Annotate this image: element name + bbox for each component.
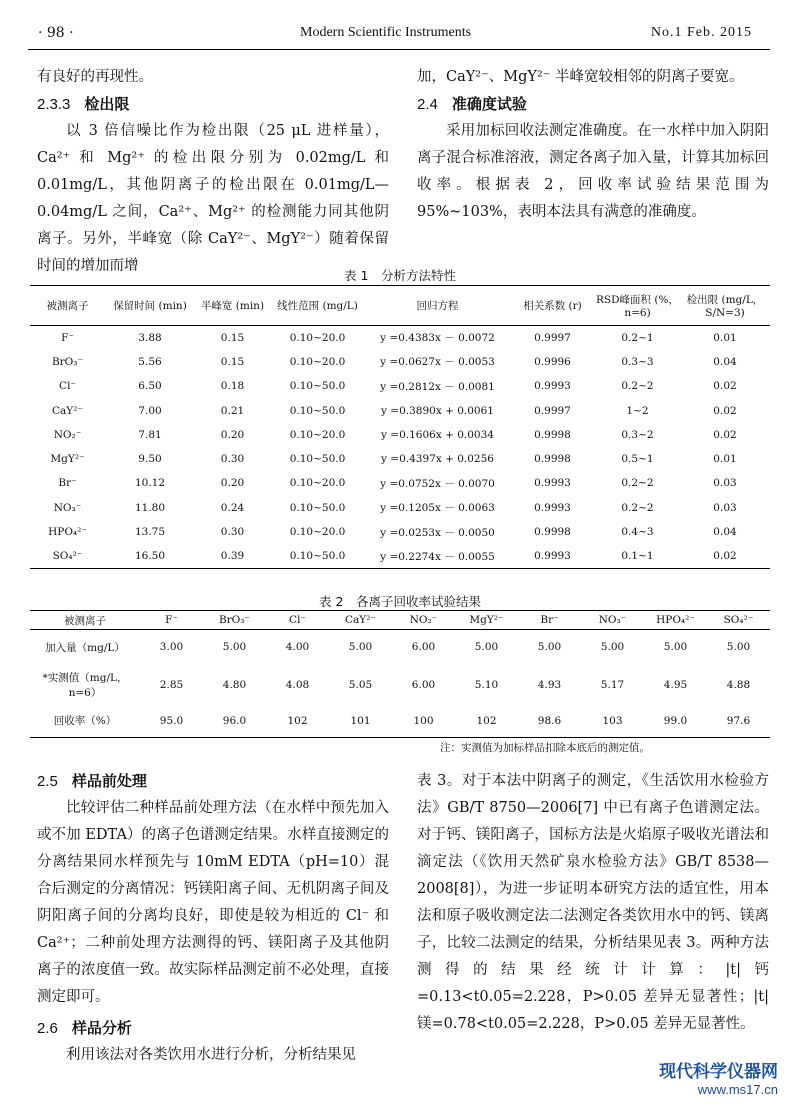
- table-cell: 98.6: [518, 705, 581, 738]
- table-cell: BrO₃⁻: [51, 355, 84, 368]
- table-row: [30, 705, 770, 738]
- table-cell: 100: [392, 705, 455, 738]
- column-header: 检出限 (mg/L，S/N=3): [680, 286, 770, 326]
- table-cell: y =0.1606x + 0.0034: [381, 428, 494, 441]
- table2-note: 注：实测值为加标样品扣除本底后的测定值。: [440, 742, 650, 754]
- table-cell: NO₃⁻: [53, 501, 82, 514]
- table-cell: 0.9997: [534, 404, 571, 417]
- table-cell: 0.01: [713, 331, 737, 344]
- column-header: NO₂⁻: [392, 611, 455, 630]
- table-cell: 4.80: [222, 678, 247, 691]
- table-row: [30, 544, 770, 568]
- table-cell: 0.2~2: [621, 477, 654, 490]
- column-header: 回归方程: [365, 286, 510, 326]
- table-cell: y =0.4383x － 0.0072: [380, 332, 495, 345]
- table-cell: 5.00: [600, 641, 625, 654]
- column-header: CaY²⁻: [329, 611, 392, 630]
- paragraph: 比较评估二种样品前处理方法（在水样中预先加入或不加 EDTA）的离子色谱测定结果。水样直接测定的分离结果同水样预先与 10mM EDTA（pH=10）混合后测定的分离情况：钙镁阳离子间、无机阴离子间及阴阳离子间的分离均良好，即使是较为相近的 Cl⁻ 和 Ca²⁺；二种前处理方法测得的钙、镁阳离子及其他阴离子的浓度值一致。故实际样品测定前不必处理，直接测定即可。: [37, 800, 389, 1005]
- table-cell: 4.00: [285, 641, 310, 654]
- table-cell: 5.00: [474, 641, 499, 654]
- table1-caption: 表 1 分析方法特性: [344, 268, 456, 283]
- column-header: 被测离子: [30, 286, 105, 326]
- table-cell: y =0.4397x + 0.0256: [381, 453, 494, 466]
- table-cell: SO₄²⁻: [30, 544, 105, 568]
- table-cell: 16.50: [105, 544, 195, 568]
- table-cell: 11.80: [134, 501, 166, 514]
- table-cell: 0.02: [680, 544, 770, 568]
- table-row: [30, 398, 770, 422]
- table-cell: 9.50: [138, 453, 162, 466]
- header-rule: [28, 49, 770, 50]
- table-cell: 0.10~50.0: [289, 501, 346, 514]
- table-cell: 0.04: [713, 355, 737, 368]
- section-heading-2-3-3: 2.3.3 检出限: [37, 95, 130, 113]
- table-row: [30, 326, 770, 350]
- table-cell: 4.08: [285, 678, 310, 691]
- table-cell: 10.12: [134, 477, 166, 490]
- table-cell: 加入量（mg/L）: [45, 641, 125, 654]
- table-row: [30, 447, 770, 471]
- table-cell: 97.6: [707, 705, 770, 738]
- table-cell: 0.10~20.0: [289, 331, 346, 344]
- table-cell: 0.02: [713, 380, 737, 393]
- section-heading-2-4: 2.4 准确度试验: [417, 95, 527, 113]
- column-header: 线性范围 (mg/L): [270, 286, 365, 326]
- table-cell: 5.00: [663, 641, 688, 654]
- column-header: HPO₄²⁻: [644, 611, 707, 630]
- section-heading-2-6: 2.6 样品分析: [37, 1019, 132, 1037]
- table-cell: 0.10~50.0: [289, 453, 346, 466]
- table-cell: 5.10: [474, 678, 499, 691]
- table-cell: 0.5~1: [621, 453, 654, 466]
- table-cell: NO₂⁻: [53, 428, 82, 441]
- table-cell: 0.10~20.0: [289, 428, 346, 441]
- table-cell: y =0.2812x － 0.0081: [380, 380, 495, 393]
- table-cell: 5.00: [348, 641, 373, 654]
- section-heading-2-5: 2.5 样品前处理: [37, 772, 147, 790]
- table-cell: 0.2~1: [621, 331, 654, 344]
- table-cell: 0.24: [220, 501, 245, 514]
- column-header: 被测离子: [30, 611, 140, 630]
- table-cell: 103: [581, 705, 644, 738]
- table-cell: 0.1~1: [595, 544, 680, 568]
- paragraph: 加，CaY²⁻、MgY²⁻ 半峰宽较相邻的阴离子要宽。: [417, 69, 744, 85]
- table-cell: 0.9993: [534, 477, 571, 490]
- watermark-url: www.ms17.cn: [697, 1082, 778, 1097]
- table-cell: 6.00: [411, 678, 436, 691]
- table-cell: 0.2~2: [621, 501, 654, 514]
- table-cell: 0.30: [220, 453, 245, 466]
- column-header: 相关系数 (r): [510, 286, 595, 326]
- table-cell: 0.9993: [534, 501, 571, 514]
- table-cell: y =0.0752x － 0.0070: [380, 477, 495, 490]
- table-cell: 0.03: [713, 501, 737, 514]
- table-cell: 6.50: [138, 380, 162, 393]
- table-cell: 102: [266, 705, 329, 738]
- table-cell: 0.10~50.0: [270, 544, 365, 568]
- table-cell: 7.00: [138, 404, 162, 417]
- table-cell: y =0.3890x + 0.0061: [381, 404, 494, 417]
- table-cell: CaY²⁻: [52, 404, 83, 417]
- table-cell: 0.10~20.0: [289, 477, 346, 490]
- table-cell: 0.01: [713, 453, 737, 466]
- table-cell: 0.20: [220, 428, 245, 441]
- table-cell: y =0.0627x － 0.0053: [380, 356, 495, 369]
- journal-name: Modern Scientific Instruments: [300, 25, 472, 40]
- table-cell: 0.9998: [534, 526, 571, 539]
- column-header: BrO₃⁻: [203, 611, 266, 630]
- table-cell: 4.93: [537, 678, 562, 691]
- table-cell: F⁻: [61, 331, 74, 344]
- table-cell: 5.00: [726, 641, 751, 654]
- table-cell: 0.18: [220, 380, 245, 393]
- issue-info: No.1 Feb. 2015: [650, 25, 752, 40]
- table-cell: 102: [455, 705, 518, 738]
- column-header: SO₄²⁻: [707, 611, 770, 630]
- table-row: [30, 374, 770, 398]
- table-cell: 0.3~3: [621, 355, 654, 368]
- table-cell: 0.2~2: [621, 380, 654, 393]
- table-cell: HPO₄²⁻: [48, 526, 87, 539]
- table-row: [30, 350, 770, 374]
- table-cell: 1~2: [626, 404, 649, 417]
- left-column-bottom: [37, 768, 389, 1069]
- table-cell: 0.04: [713, 526, 737, 539]
- paragraph: 表 3。对于本法中阴离子的测定，《生活饮用水检验方法》GB/T 8750—2006[7] 中已有离子色谱测定法。对于钙、镁阳离子，国标方法是火焰原子吸收光谱法和滴定法（《饮用天然矿泉水检验方法》GB/T 8538—2008[8]），为进一步证明本研究方法的适宜性，用本法和原子吸收测定法二法测定各类饮用水中的钙、镁离子，比较二法测定的结果，分析结果见表 3。两种方法测得的结果经统计计算：|t|钙=0.13<t0.05=2.228，P>0.05 差异无显著性；|t|镁=0.78<t0.05=2.228，P>0.05 差异无显著性。: [417, 773, 769, 1032]
- column-header: F⁻: [140, 611, 203, 630]
- table-cell: 0.02: [713, 404, 737, 417]
- table-cell: 2.85: [159, 678, 184, 691]
- table-cell: 0.3~2: [621, 428, 654, 441]
- table-cell: Cl⁻: [59, 380, 76, 393]
- table2-caption: 表 2 各离子回收率试验结果: [319, 594, 481, 609]
- column-header: RSD峰面积 (%，n=6): [595, 286, 680, 326]
- table-cell: 4.95: [663, 678, 688, 691]
- table-cell: 5.56: [138, 355, 162, 368]
- table-row: [30, 665, 770, 705]
- table-row: [30, 471, 770, 495]
- table-cell: 5.17: [600, 678, 625, 691]
- right-column-top: [417, 64, 769, 226]
- column-header: 保留时间 (min): [105, 286, 195, 326]
- table2: [30, 610, 770, 738]
- table-cell: y =0.2274x － 0.0055: [365, 544, 510, 568]
- table-row: [30, 423, 770, 447]
- table-row: [30, 496, 770, 520]
- table-cell: 3.88: [138, 331, 162, 344]
- table-cell: 0.20: [220, 477, 245, 490]
- paragraph: 有良好的再现性。: [37, 69, 153, 85]
- table-cell: y =0.0253x － 0.0050: [380, 526, 495, 539]
- paragraph: 采用加标回收法测定准确度。在一水样中加入阴阳离子混合标准溶液，测定各离子加入量，计算其加标回收率。根据表 2，回收率试验结果范围为 95%~103%，表明本法具有满意的准确度。: [417, 123, 769, 220]
- table1-header-row: [30, 286, 770, 326]
- table-cell: 95.0: [140, 705, 203, 738]
- table-cell: 5.00: [222, 641, 247, 654]
- table2-header-row: [30, 611, 770, 630]
- table-cell: 6.00: [411, 641, 436, 654]
- table-cell: Br⁻: [58, 477, 77, 490]
- table-cell: 0.9996: [534, 355, 571, 368]
- table-cell: 0.9997: [534, 331, 571, 344]
- table-cell: 0.9993: [534, 380, 571, 393]
- table-cell: 0.10~50.0: [289, 404, 346, 417]
- table-cell: 0.4~3: [621, 526, 654, 539]
- table-cell: 0.10~20.0: [289, 355, 346, 368]
- site-watermark: [659, 1057, 778, 1097]
- table-cell: 99.0: [644, 705, 707, 738]
- table-cell: 0.39: [195, 544, 270, 568]
- table-cell: 0.03: [713, 477, 737, 490]
- table-cell: 0.9993: [510, 544, 595, 568]
- column-header: 半峰宽 (min): [195, 286, 270, 326]
- table-cell: 5.05: [348, 678, 373, 691]
- table-cell: 4.88: [726, 678, 751, 691]
- paragraph: 以 3 倍信噪比作为检出限（25 μL 进样量），Ca²⁺ 和 Mg²⁺ 的检出限分别为 0.02mg/L 和 0.01mg/L，其他阴离子的检出限在 0.01mg/L—0.04mg/L 之间，Ca²⁺、Mg²⁺ 的检测能力同其他阴离子。另外，半峰宽（除 CaY²⁻、MgY²⁻）随着保留时间的增加而增: [37, 123, 389, 274]
- table-row: [30, 630, 770, 665]
- watermark-name: 现代科学仪器网: [659, 1062, 778, 1082]
- table-cell: y =0.1205x － 0.0063: [380, 502, 495, 515]
- right-column-bottom: [417, 768, 769, 1038]
- table-cell: 0.15: [220, 331, 245, 344]
- left-column-top: [37, 64, 389, 280]
- table-cell: 0.21: [220, 404, 245, 417]
- table-cell: 3.00: [159, 641, 184, 654]
- table-cell: 回收率（%）: [30, 705, 140, 738]
- table-cell: 0.9998: [534, 453, 571, 466]
- column-header: NO₃⁻: [581, 611, 644, 630]
- table1: [30, 285, 770, 569]
- table-row: [30, 520, 770, 544]
- table-cell: *实测值（mg/L，n=6）: [42, 671, 128, 699]
- table-cell: 0.02: [713, 428, 737, 441]
- table-cell: MgY²⁻: [50, 453, 85, 466]
- column-header: MgY²⁻: [455, 611, 518, 630]
- table-cell: 101: [329, 705, 392, 738]
- column-header: Cl⁻: [266, 611, 329, 630]
- page-header: [0, 0, 800, 46]
- table-cell: 0.10~50.0: [289, 380, 346, 393]
- table-cell: 0.30: [220, 526, 245, 539]
- table-cell: 0.9998: [534, 428, 571, 441]
- table-cell: 7.81: [138, 428, 162, 441]
- page-number: · 98 ·: [38, 25, 74, 41]
- table-cell: 96.0: [203, 705, 266, 738]
- paragraph: 利用该法对各类饮用水进行分析，分析结果见: [66, 1047, 356, 1063]
- column-header: Br⁻: [518, 611, 581, 630]
- table-cell: 5.00: [537, 641, 562, 654]
- table-cell: 0.10~20.0: [289, 526, 346, 539]
- table-cell: 0.15: [220, 355, 245, 368]
- table-cell: 13.75: [134, 526, 166, 539]
